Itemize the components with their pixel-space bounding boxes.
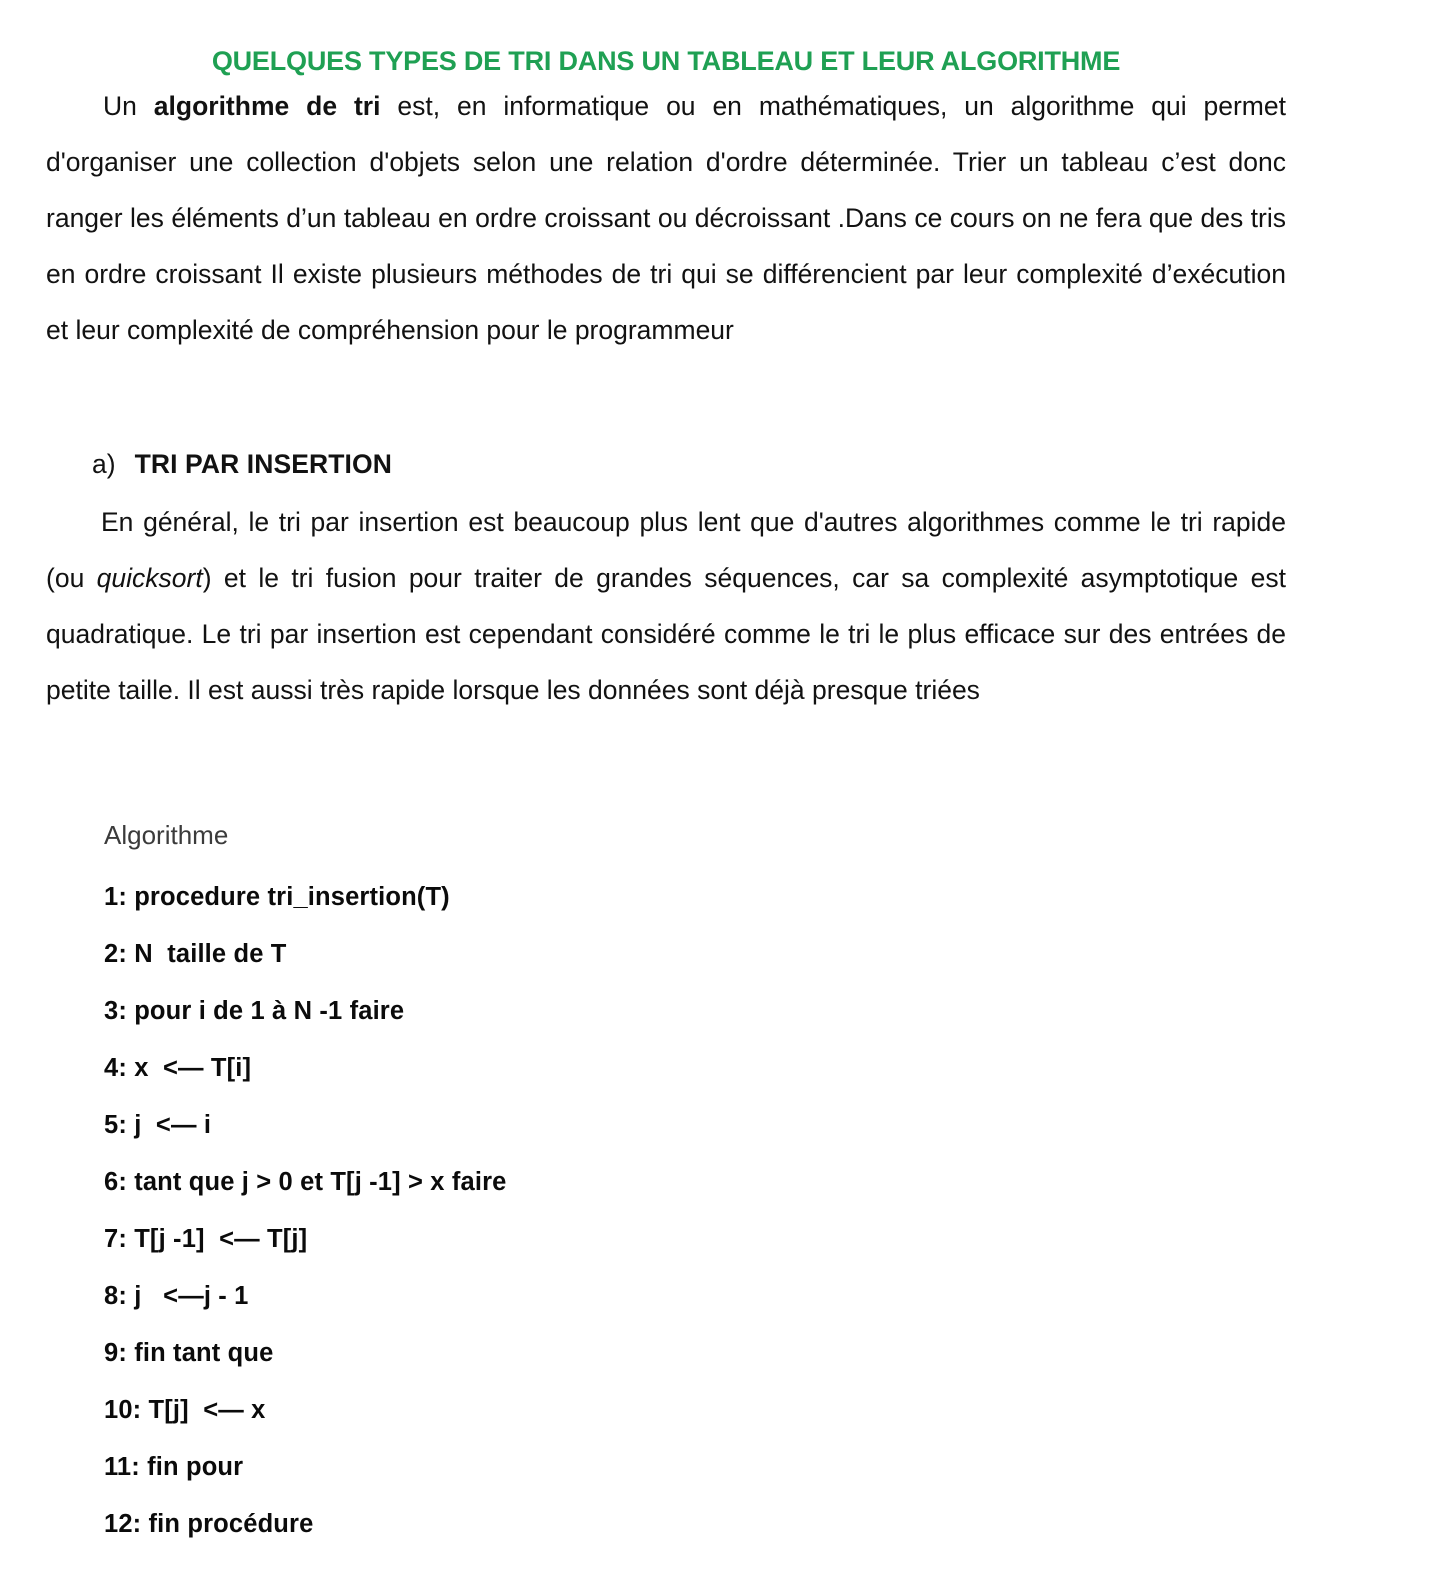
algorithm-line: 9: fin tant que: [104, 1339, 274, 1367]
quicksort-term: quicksort: [96, 563, 203, 593]
insertion-text-part2: ) et le tri fusion pour traiter de grandes séquences, car sa complexité asymptotique est quadratique. Le tri par insertion est cependant considéré comme le tri le plus efficace sur des entrées de petite taille. Il est aussi très rapide lorsque les données sont déjà presque triées: [46, 563, 1286, 705]
algorithm-line: 1: procedure tri_insertion(T): [104, 883, 450, 911]
algorithm-line: 12: fin procédure: [104, 1510, 314, 1538]
section-heading-label: TRI PAR INSERTION: [134, 449, 392, 479]
algorithm-line: 8: j <—j - 1: [104, 1282, 249, 1310]
algorithm-line: 11: fin pour: [104, 1453, 244, 1481]
insertion-paragraph: [46, 494, 1286, 718]
section-heading: [92, 444, 392, 484]
algorithm-line: 2: N taille de T: [104, 940, 287, 968]
page-title: QUELQUES TYPES DE TRI DANS UN TABLEAU ET LEUR ALGORITHME: [211, 46, 1121, 77]
algorithm-block: [104, 815, 1004, 1553]
algorithm-line: 10: T[j] <— x: [104, 1396, 266, 1424]
algorithm-line: 3: pour i de 1 à N -1 faire: [104, 997, 405, 1025]
insertion-text-part1: En général, le tri par insertion est beaucoup plus lent que d'autres algorithmes comme le tri rapide (ou: [46, 507, 1286, 593]
intro-rest: est, en informatique ou en mathématiques, un algorithme qui permet d'organiser une collection d'objets selon une relation d'ordre déterminée. Trier un tableau c’est donc ranger les éléments d’un tableau en ordre croissant ou décroissant .Dans ce cours on ne fera que des tris en ordre croissant Il existe plusieurs méthodes de tri qui se différencient par leur complexité d’exécution et leur complexité de compréhension pour le programmeur: [46, 91, 1286, 345]
intro-bold-term: algorithme de tri: [153, 91, 381, 121]
algorithm-line: 4: x <— T[i]: [104, 1054, 252, 1082]
algorithm-line: 5: j <— i: [104, 1111, 212, 1139]
intro-paragraph: [46, 78, 1286, 358]
intro-lead-in: Un: [103, 91, 154, 121]
algorithm-caption: Algorithme: [104, 820, 229, 850]
algorithm-line: 6: tant que j > 0 et T[j -1] > x faire: [104, 1168, 507, 1196]
algorithm-line: 7: T[j -1] <— T[j]: [104, 1225, 308, 1253]
section-marker: a): [92, 449, 116, 479]
